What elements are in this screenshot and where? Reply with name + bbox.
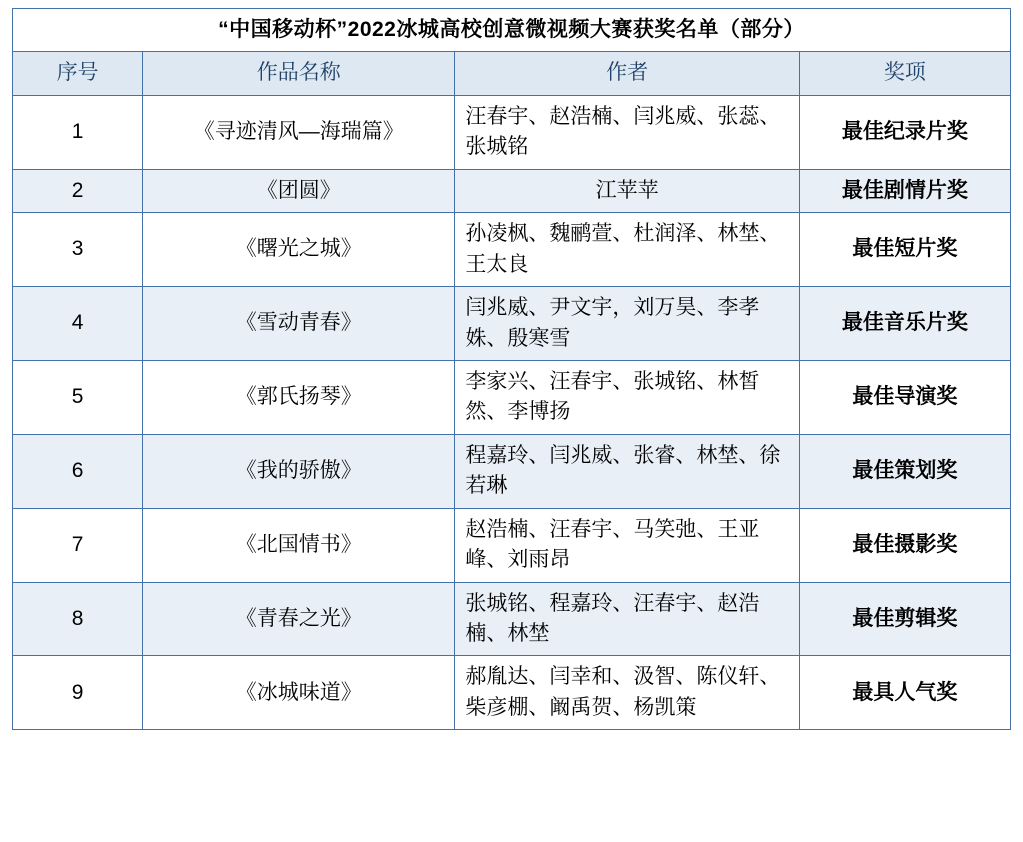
row-index: 4 xyxy=(13,287,143,361)
table-row xyxy=(13,169,1011,212)
row-work-title: 《冰城味道》 xyxy=(143,656,455,730)
row-authors: 张城铭、程嘉玲、汪春宇、赵浩楠、林埜 xyxy=(455,582,799,656)
column-header-award: 奖项 xyxy=(799,52,1010,95)
row-award: 最具人气奖 xyxy=(799,656,1010,730)
title-row xyxy=(13,9,1011,52)
table-row xyxy=(13,656,1011,730)
row-index: 9 xyxy=(13,656,143,730)
row-award: 最佳剧情片奖 xyxy=(799,169,1010,212)
table-row xyxy=(13,508,1011,582)
row-authors: 汪春宇、赵浩楠、闫兆威、张蕊、张城铭 xyxy=(455,95,799,169)
table-row xyxy=(13,434,1011,508)
row-award: 最佳策划奖 xyxy=(799,434,1010,508)
row-award: 最佳导演奖 xyxy=(799,360,1010,434)
row-work-title: 《寻迹清风—海瑞篇》 xyxy=(143,95,455,169)
column-header-authors: 作者 xyxy=(455,52,799,95)
award-list-table xyxy=(12,8,1011,730)
row-work-title: 《郭氏扬琴》 xyxy=(143,360,455,434)
row-award: 最佳短片奖 xyxy=(799,213,1010,287)
row-index: 5 xyxy=(13,360,143,434)
table-body xyxy=(13,9,1011,730)
row-award: 最佳纪录片奖 xyxy=(799,95,1010,169)
row-index: 3 xyxy=(13,213,143,287)
row-award: 最佳剪辑奖 xyxy=(799,582,1010,656)
page-title: “中国移动杯”2022冰城高校创意微视频大赛获奖名单（部分） xyxy=(13,9,1011,52)
row-award: 最佳摄影奖 xyxy=(799,508,1010,582)
row-work-title: 《团圆》 xyxy=(143,169,455,212)
table-row xyxy=(13,213,1011,287)
row-index: 8 xyxy=(13,582,143,656)
row-index: 6 xyxy=(13,434,143,508)
row-authors: 郝胤达、闫幸和、汲智、陈仪轩、柴彦棚、阚禹贺、杨凯策 xyxy=(455,656,799,730)
row-work-title: 《我的骄傲》 xyxy=(143,434,455,508)
row-authors: 孙凌枫、魏鹂萱、杜润泽、林埜、王太良 xyxy=(455,213,799,287)
row-index: 1 xyxy=(13,95,143,169)
row-authors: 赵浩楠、汪春宇、马笑弛、王亚峰、刘雨昂 xyxy=(455,508,799,582)
row-authors: 闫兆威、尹文宇，刘万昊、李孝姝、殷寒雪 xyxy=(455,287,799,361)
row-work-title: 《曙光之城》 xyxy=(143,213,455,287)
column-header-work: 作品名称 xyxy=(143,52,455,95)
table-row xyxy=(13,95,1011,169)
table-row xyxy=(13,360,1011,434)
row-work-title: 《北国情书》 xyxy=(143,508,455,582)
row-work-title: 《雪动青春》 xyxy=(143,287,455,361)
table-row xyxy=(13,582,1011,656)
row-authors: 程嘉玲、闫兆威、张睿、林埜、徐若琳 xyxy=(455,434,799,508)
row-award: 最佳音乐片奖 xyxy=(799,287,1010,361)
column-header-index: 序号 xyxy=(13,52,143,95)
row-index: 2 xyxy=(13,169,143,212)
row-authors: 江苹苹 xyxy=(455,169,799,212)
row-work-title: 《青春之光》 xyxy=(143,582,455,656)
row-authors: 李家兴、汪春宇、张城铭、林皙然、李博扬 xyxy=(455,360,799,434)
row-index: 7 xyxy=(13,508,143,582)
table-row xyxy=(13,287,1011,361)
table-header-row xyxy=(13,52,1011,95)
